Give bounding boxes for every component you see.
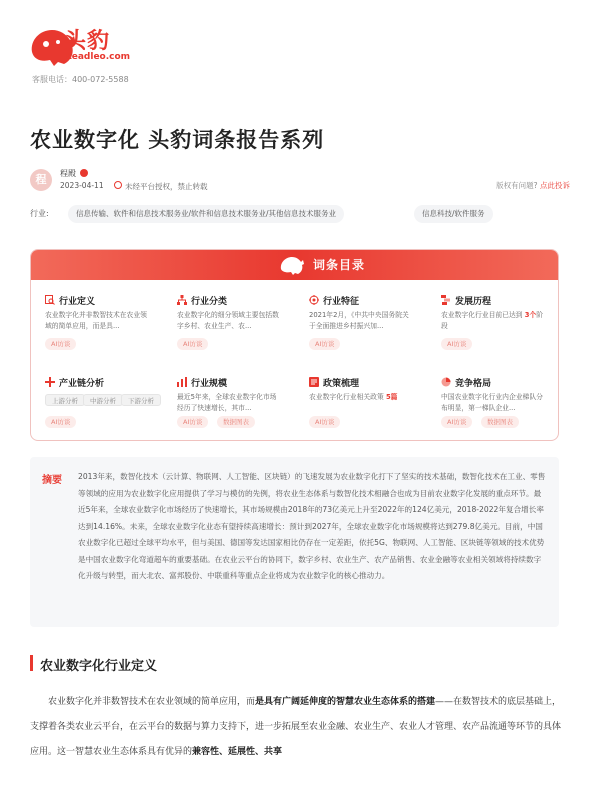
ai-interview-chip[interactable]: AI访谈 <box>309 338 340 350</box>
toc-item-desc: 农业数字化并非数智技术在农业领域的简单应用，而是具... <box>45 311 147 330</box>
text-emphasis: 兼容性、延展性、共享 <box>192 747 283 757</box>
bar-chart-icon <box>177 377 187 387</box>
summary-box <box>30 457 559 627</box>
upstream-chip[interactable]: 上游分析 <box>45 394 85 406</box>
toc-item-title: 竞争格局 <box>455 379 492 389</box>
toc-panel <box>30 249 559 441</box>
toc-item-history[interactable] <box>441 294 559 356</box>
question-prefix: 版权有问题? <box>496 181 538 190</box>
page-title: 农业数字化 头豹词条报告系列 <box>30 128 325 152</box>
leopard-icon <box>279 253 307 277</box>
toc-item-classification[interactable] <box>177 294 295 356</box>
brand-name-en: Leadleo.com <box>66 52 131 62</box>
industry-row <box>30 205 570 225</box>
toc-item-title: 政策梳理 <box>323 379 360 389</box>
data-chart-chip[interactable]: 数据图表 <box>481 416 519 428</box>
summary-text: 2013年来，数智化技术（云计算、物联网、人工智能、区块链）的飞速发展为农业数字化打下了坚实的技术基础，数智化技术在工业、零售等领域的应用为农业数字化应用提供了学习与模仿的先例，将农业生态体系与数智化技术相融合也成为目前农业数字化发展的重点环节。最近5年来，全球农业数字化市场经历了快速增长，其市场规模由2018年的73亿美元上升至2022年的124亿美元，2018-2022年复合增长率达到14.16%。未来，全球农业数字化业态有望持续高速增长：预计到2027年，全球农业数字化市场规模将达到279.8亿美元。目前，中国农业数字化已超过全球平均水平，但与美国、德国等发达国家相比仍存在一定差距，依托5G、物联网、人工智能、区块链等领域的技术优势是中国农业数字化弯道超车的重要基础。在农业云平台的协同下，数字乡村、农业生产、农产品销售、农业金融等农业相关领域将持续数字化升级与转型，而大北农、富邦股份、中联重科等重点企业将成为农业数字化的核心推动力。 <box>78 472 546 580</box>
toc-item-title: 行业特征 <box>323 297 360 307</box>
toc-item-title: 行业定义 <box>59 297 96 307</box>
midstream-chip[interactable]: 中游分析 <box>83 394 123 406</box>
ai-interview-chip[interactable]: AI访谈 <box>441 338 472 350</box>
ai-interview-chip[interactable]: AI访谈 <box>309 416 340 428</box>
avatar[interactable]: 程 <box>30 169 52 191</box>
hotline: 客服电话：400-072-5588 <box>32 75 129 84</box>
section-accent-bar <box>30 655 33 671</box>
policy-count: 5篇 <box>385 393 398 401</box>
toc-item-desc: 农业数字化的细分领域主要包括数字乡村、农业生产、农... <box>177 311 279 330</box>
chain-icon <box>45 377 55 387</box>
author-row <box>30 167 570 193</box>
ai-interview-chip[interactable]: AI访谈 <box>177 338 208 350</box>
toc-item-value-chain[interactable] <box>45 376 163 434</box>
toc-item-title: 产业链分析 <box>59 379 105 389</box>
ai-interview-chip[interactable]: AI访谈 <box>177 416 208 428</box>
text-run: ——在数智技术的底层基础上，支撑着各类农业云平台，在云平台的数据与算力支持下，进一步拓展至农业金融、农业生产、农业人才管理、农产品流通等环节的具体应用。这一智慧农业生态体系具有优异的 <box>30 697 562 757</box>
stage-count: 3个 <box>524 311 537 319</box>
target-icon <box>309 295 319 305</box>
toc-item-desc: 最近5年来，全球农业数字化市场经历了快速增长，其市... <box>177 393 277 412</box>
copyright-question <box>496 180 570 191</box>
ai-interview-chip[interactable]: AI访谈 <box>45 416 76 428</box>
toc-item-policy[interactable] <box>309 376 427 434</box>
desc-text: 农业数字化行业相关政策 <box>309 393 386 401</box>
industry-label: 行业: <box>30 209 49 218</box>
pie-icon <box>441 377 451 387</box>
no-copy-icon <box>114 181 122 189</box>
brand-name-cn: 头豹 <box>64 29 111 54</box>
section-title: 农业数字化行业定义 <box>40 659 158 674</box>
toc-item-competition[interactable] <box>441 376 559 434</box>
industry-tag[interactable]: 信息传输、软件和信息技术服务业/软件和信息技术服务业/其他信息技术服务业 <box>68 205 344 223</box>
timeline-icon <box>441 295 451 305</box>
toc-header <box>31 250 558 280</box>
industry-tag[interactable]: 信息科技/软件服务 <box>414 205 493 223</box>
toc-item-market-size[interactable] <box>177 376 295 434</box>
summary-label: 摘要 <box>42 475 62 486</box>
toc-item-title: 行业规模 <box>191 379 228 389</box>
desc-text: 阶段 <box>441 311 544 330</box>
ai-interview-chip[interactable]: AI访谈 <box>45 338 76 350</box>
publish-date: 2023-04-11 <box>60 181 104 190</box>
toc-item-title: 行业分类 <box>191 297 228 307</box>
desc-text: 农业数字化行业目前已达到 <box>441 311 525 319</box>
toc-item-definition[interactable] <box>45 294 163 356</box>
downstream-chip[interactable]: 下游分析 <box>121 394 161 406</box>
report-link[interactable]: 点此投诉 <box>540 181 570 190</box>
ai-interview-chip[interactable]: AI访谈 <box>441 416 472 428</box>
policy-icon <box>309 377 319 387</box>
toc-item-desc: 2021年2月，《中共中央国务院关于全面推进乡村振兴加... <box>309 311 409 330</box>
hierarchy-icon <box>177 295 187 305</box>
toc-title: 词条目录 <box>313 258 366 272</box>
text-run: 农业数字化并非数智技术在农业领域的简单应用，而 <box>48 697 256 707</box>
copyright-notice: 未经平台授权，禁止转载 <box>125 182 208 191</box>
toc-item-title: 发展历程 <box>455 297 492 307</box>
toc-item-features[interactable] <box>309 294 427 356</box>
toc-item-desc: 中国农业数字化行业内企业梯队分布明显，第一梯队企业... <box>441 393 543 412</box>
verified-badge-icon <box>80 169 88 177</box>
toc-item-desc <box>441 310 546 332</box>
toc-item-desc <box>309 392 414 403</box>
data-chart-chip[interactable]: 数据图表 <box>217 416 255 428</box>
text-emphasis: 是具有广阔延伸度的智慧农业生态体系的搭建 <box>255 697 436 707</box>
author-name[interactable]: 程殿 <box>60 169 76 178</box>
search-doc-icon <box>45 295 55 305</box>
definition-paragraph <box>30 690 566 765</box>
